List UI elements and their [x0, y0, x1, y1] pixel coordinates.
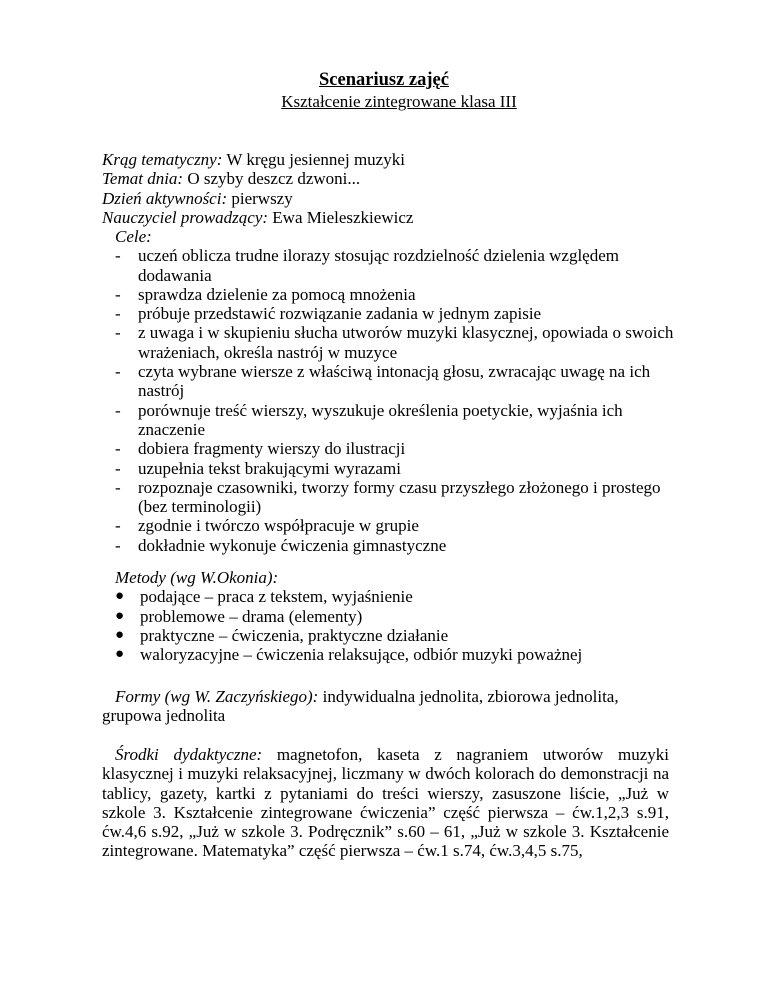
- info-theme: [102, 150, 413, 169]
- list-item: [115, 587, 582, 606]
- list-item: [115, 459, 675, 478]
- dash-marker: -: [115, 246, 121, 266]
- info-label: Krąg tematyczny:: [102, 150, 223, 169]
- dash-marker: -: [115, 400, 121, 420]
- list-item: [115, 362, 675, 401]
- dash-marker: -: [115, 362, 121, 382]
- means-section: [102, 745, 669, 861]
- list-item: [115, 607, 582, 626]
- list-item: [115, 246, 675, 285]
- dash-marker: -: [115, 458, 121, 478]
- list-item: [115, 645, 582, 664]
- list-item: [115, 401, 675, 440]
- method-text: waloryzacyjne – ćwiczenia relaksujące, odbiór muzyki poważnej: [140, 645, 583, 665]
- dash-marker: -: [115, 304, 121, 324]
- method-text: problemowe – drama (elementy): [140, 606, 363, 626]
- goal-text: czyta wybrane wiersze z właściwą intonacją głosu, zwracając uwagę na ich nastrój: [138, 362, 651, 401]
- page-title: Scenariusz zajęć: [319, 70, 449, 90]
- list-item: [115, 304, 675, 323]
- forms-value: indywidualna jednolita, zbiorowa jednolita, grupowa jednolita: [102, 687, 619, 726]
- goal-text: dokładnie wykonuje ćwiczenia gimnastyczne: [138, 535, 447, 555]
- goal-text: sprawdza dzielenie za pomocą mnożenia: [138, 284, 416, 304]
- forms-label: Formy (wg W. Zaczyńskiego):: [115, 687, 319, 706]
- bullet-icon: ●: [115, 588, 125, 605]
- goals-section: [115, 227, 675, 555]
- method-text: praktyczne – ćwiczenia, praktyczne działanie: [140, 625, 449, 645]
- info-teacher: [102, 208, 413, 227]
- list-item: [115, 478, 675, 517]
- goal-text: z uwaga i w skupieniu słucha utworów muzyki klasycznej, opowiada o swoich wrażeniach, określa nastrój w muzyce: [138, 323, 674, 362]
- method-text: podające – praca z tekstem, wyjaśnienie: [140, 587, 413, 607]
- dash-marker: -: [115, 323, 121, 343]
- list-item: [115, 516, 675, 535]
- list-item: [115, 536, 675, 555]
- info-label: Temat dnia:: [102, 169, 184, 189]
- info-label: Dzień aktywności:: [102, 188, 228, 208]
- info-day: [102, 189, 413, 208]
- goal-text: zgodnie i twórczo współpracuje w grupie: [138, 516, 419, 536]
- bullet-icon: ●: [115, 626, 125, 643]
- means-value: magnetofon, kaseta z nagraniem utworów muzyki klasycznej i muzyki relaksacyjnej, liczmany w dwóch kolorach do demonstracji na tablicy, gazety, kartki z pytaniami do treści wierszy, zasuszone liście, „Już w szkole 3. Kształcenie zintegrowane ćwiczenia” część pierwsza – ćw.1,2,3 s.91, ćw.4,6 s.92, „Już w szkole 3. Podręcznik” s.60 – 61, „Już w szkole 3. Kształcenie zintegrowane. Matematyka” część pierwsza – ćw.1 s.74, ćw.3,4,5 s.75,: [102, 745, 669, 861]
- list-item: [115, 626, 582, 645]
- dash-marker: -: [115, 535, 121, 555]
- goal-text: uzupełnia tekst brakującymi wyrazami: [138, 458, 401, 478]
- dash-marker: -: [115, 477, 121, 497]
- means-label: Środki dydaktyczne:: [115, 745, 263, 764]
- goal-text: rozpoznaje czasowniki, tworzy formy czasu przyszłego złożonego i prostego (bez terminologii): [138, 477, 661, 517]
- bullet-icon: ●: [115, 646, 125, 663]
- goals-heading: Cele:: [115, 227, 152, 246]
- info-topic: [102, 169, 413, 188]
- methods-heading: Metody (wg W.Okonia):: [115, 568, 279, 587]
- bullet-icon: ●: [115, 607, 125, 624]
- dash-marker: -: [115, 284, 121, 304]
- dash-marker: -: [115, 516, 121, 536]
- page-subtitle: Kształcenie zintegrowane klasa III: [281, 92, 517, 111]
- list-item: [115, 323, 675, 362]
- goals-list: [115, 246, 675, 555]
- list-item: [115, 439, 675, 458]
- goal-text: porównuje treść wierszy, wyszukuje określenia poetyckie, wyjaśnia ich znaczenie: [138, 400, 623, 439]
- goal-text: próbuje przedstawić rozwiązanie zadania w jednym zapisie: [138, 304, 542, 324]
- info-value: pierwszy: [227, 188, 293, 208]
- forms-section: [102, 687, 682, 726]
- dash-marker: -: [115, 439, 121, 459]
- goal-text: uczeń oblicza trudne ilorazy stosując rozdzielność dzielenia względem dodawania: [138, 246, 619, 285]
- info-label: Nauczyciel prowadzący:: [102, 207, 269, 227]
- info-value: Ewa Mieleszkiewicz: [268, 207, 414, 227]
- methods-list: [115, 587, 582, 664]
- info-value: W kręgu jesiennej muzyki: [222, 150, 405, 169]
- methods-section: [115, 568, 582, 664]
- info-value: O szyby deszcz dzwoni...: [183, 169, 361, 189]
- lesson-info: [102, 150, 413, 227]
- list-item: [115, 285, 675, 304]
- goal-text: dobiera fragmenty wierszy do ilustracji: [138, 439, 406, 459]
